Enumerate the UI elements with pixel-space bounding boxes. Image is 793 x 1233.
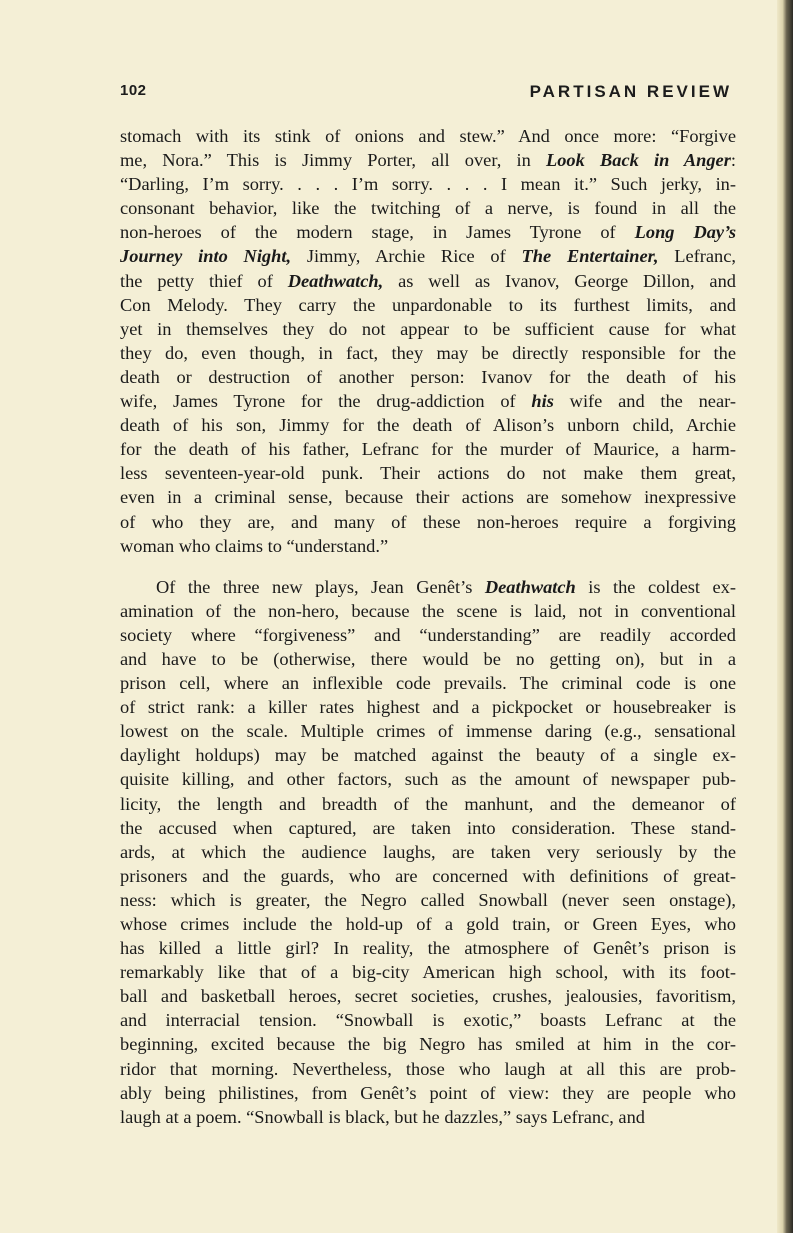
text-line — [120, 767, 736, 791]
paragraph — [120, 124, 736, 558]
text-segment: woman who claims to “understand.” — [120, 535, 389, 556]
text-line — [120, 960, 736, 984]
text-segment: non-heroes of the modern stage, in James Tyrone of — [120, 222, 635, 243]
text-segment: beginning, excited because the big Negro has smiled at him in the cor- — [120, 1034, 736, 1055]
text-segment: lowest on the scale. Multiple crimes of immense daring (e.g., sensational — [120, 721, 736, 742]
text-line — [120, 1081, 736, 1105]
text-line — [120, 365, 736, 389]
text-segment: less seventeen-year-old punk. Their actions do not make them great, — [120, 463, 736, 484]
text-segment: ball and basketball heroes, secret societies, crushes, jealousies, favoritism, — [120, 986, 736, 1007]
text-segment: Jimmy, Archie Rice of — [291, 246, 522, 267]
text-line — [120, 864, 736, 888]
text-line — [120, 1032, 736, 1056]
text-segment: ably being philistines, from Genêt’s point of view: they are people who — [120, 1082, 736, 1103]
text-segment: amination of the non-hero, because the scene is laid, not in conventional — [120, 600, 736, 621]
italic-title-segment: Look Back in Anger — [546, 150, 731, 171]
text-segment: stomach with its stink of onions and stew.” And once more: “Forgive — [120, 126, 736, 146]
text-line — [120, 220, 736, 244]
text-segment: as well as Ivanov, George Dillon, and — [383, 270, 736, 291]
text-line — [120, 888, 736, 912]
text-line — [120, 936, 736, 960]
text-segment: me, Nora.” This is Jimmy Porter, all over, in — [120, 150, 546, 171]
text-segment: : — [730, 150, 736, 171]
text-segment: prisoners and the guards, who are concerned with definitions of great- — [120, 865, 736, 886]
text-segment: death of his son, Jimmy for the death of Alison’s unborn child, Archie — [120, 415, 736, 436]
text-segment: they do, even though, in fact, they may be directly responsible for the — [120, 342, 736, 363]
text-line — [120, 196, 736, 220]
text-line — [120, 124, 736, 148]
italic-title-segment: The Entertainer, — [521, 246, 659, 267]
text-line — [120, 341, 736, 365]
italic-title-segment: Deathwatch, — [287, 270, 384, 291]
text-line — [120, 1057, 736, 1081]
text-line — [120, 719, 736, 743]
text-segment: “Darling, I’m sorry. . . . I’m sorry. . . . I mean it.” Such jerky, in- — [120, 174, 736, 195]
text-line — [120, 389, 736, 413]
page-header — [120, 82, 732, 108]
text-line — [120, 269, 736, 293]
text-line — [120, 623, 736, 647]
text-segment: ness: which is greater, the Negro called Snowball (never seen onstage), — [120, 889, 736, 910]
text-line — [120, 792, 736, 816]
text-segment: ridor that morning. Nevertheless, those who laugh at all this are prob- — [120, 1058, 736, 1079]
text-segment: the petty thief of — [120, 270, 288, 291]
text-segment: Lefranc, — [658, 246, 736, 267]
text-segment: even in a criminal sense, because their actions are somehow inexpressive — [120, 487, 736, 508]
text-line — [120, 317, 736, 341]
text-line — [120, 695, 736, 719]
text-segment: wife, James Tyrone for the drug-addiction of — [120, 391, 532, 412]
text-line — [120, 437, 736, 461]
text-segment: wife and the near- — [553, 391, 736, 412]
page-number: 102 — [120, 82, 147, 99]
text-line — [120, 743, 736, 767]
text-segment: Of the three new plays, Jean Genêt’s — [156, 576, 485, 597]
text-line — [120, 510, 736, 534]
paragraph-gap — [120, 558, 736, 575]
text-segment: society where “forgiveness” and “understanding” are readily accorded — [120, 624, 736, 645]
running-head-journal-title: PARTISAN REVIEW — [529, 82, 732, 101]
text-segment: licity, the length and breadth of the manhunt, and the demeanor of — [120, 793, 736, 814]
paragraph — [120, 575, 736, 1129]
italic-title-segment: Journey into Night, — [120, 246, 292, 267]
text-segment: daylight holdups) may be matched against the beauty of a single ex- — [120, 745, 736, 766]
text-line — [120, 816, 736, 840]
text-segment: of who they are, and many of these non-heroes require a forgiving — [120, 511, 736, 532]
text-line — [120, 461, 736, 485]
text-segment: death or destruction of another person: Ivanov for the death of his — [120, 366, 736, 387]
text-segment: consonant behavior, like the twitching of a nerve, is found in all the — [120, 198, 736, 219]
text-segment: whose crimes include the hold-up of a gold train, or Green Eyes, who — [120, 914, 736, 934]
text-segment: has killed a little girl? In reality, the atmosphere of Genêt’s prison is — [120, 938, 736, 959]
text-line — [120, 1008, 736, 1032]
text-line — [120, 172, 736, 196]
text-segment: and interracial tension. “Snowball is exotic,” boasts Lefranc at the — [120, 1010, 736, 1031]
italic-title-segment: Deathwatch — [484, 576, 576, 597]
text-segment: Con Melody. They carry the unpardonable to its furthest limits, and — [120, 294, 736, 315]
text-line — [120, 1105, 736, 1129]
text-segment: ards, at which the audience laughs, are taken very seriously by the — [120, 841, 736, 862]
text-segment: the accused when captured, are taken into consideration. These stand- — [120, 817, 736, 838]
page-binding-edge — [777, 0, 793, 1233]
text-segment: prison cell, where an inflexible code prevails. The criminal code is one — [120, 673, 736, 694]
text-line — [120, 647, 736, 671]
text-line — [120, 413, 736, 437]
text-segment: for the death of his father, Lefranc for the murder of Maurice, a harm- — [120, 439, 736, 460]
text-segment: quisite killing, and other factors, such as the amount of newspaper pub- — [120, 769, 736, 790]
text-line — [120, 840, 736, 864]
text-segment: is the coldest ex- — [575, 576, 736, 597]
text-line — [120, 148, 736, 172]
text-segment: laugh at a poem. “Snowball is black, but he dazzles,” says Lefranc, and — [120, 1106, 645, 1127]
italic-title-segment: his — [531, 391, 554, 412]
text-line — [120, 984, 736, 1008]
text-line — [120, 293, 736, 317]
text-line — [120, 599, 736, 623]
article-body — [120, 124, 736, 1129]
text-line — [120, 575, 736, 599]
text-segment: remarkably like that of a big-city American high school, with its foot- — [120, 962, 736, 983]
text-line — [120, 534, 736, 558]
text-line — [120, 912, 736, 936]
text-segment: and have to be (otherwise, there would be no getting on), but in a — [120, 648, 736, 669]
text-line — [120, 485, 736, 509]
text-line — [120, 244, 736, 268]
text-segment: yet in themselves they do not appear to be sufficient cause for what — [120, 318, 736, 339]
text-segment: of strict rank: a killer rates highest and a pickpocket or housebreaker is — [120, 697, 736, 718]
italic-title-segment: Long Day’s — [634, 222, 736, 243]
text-line — [120, 671, 736, 695]
